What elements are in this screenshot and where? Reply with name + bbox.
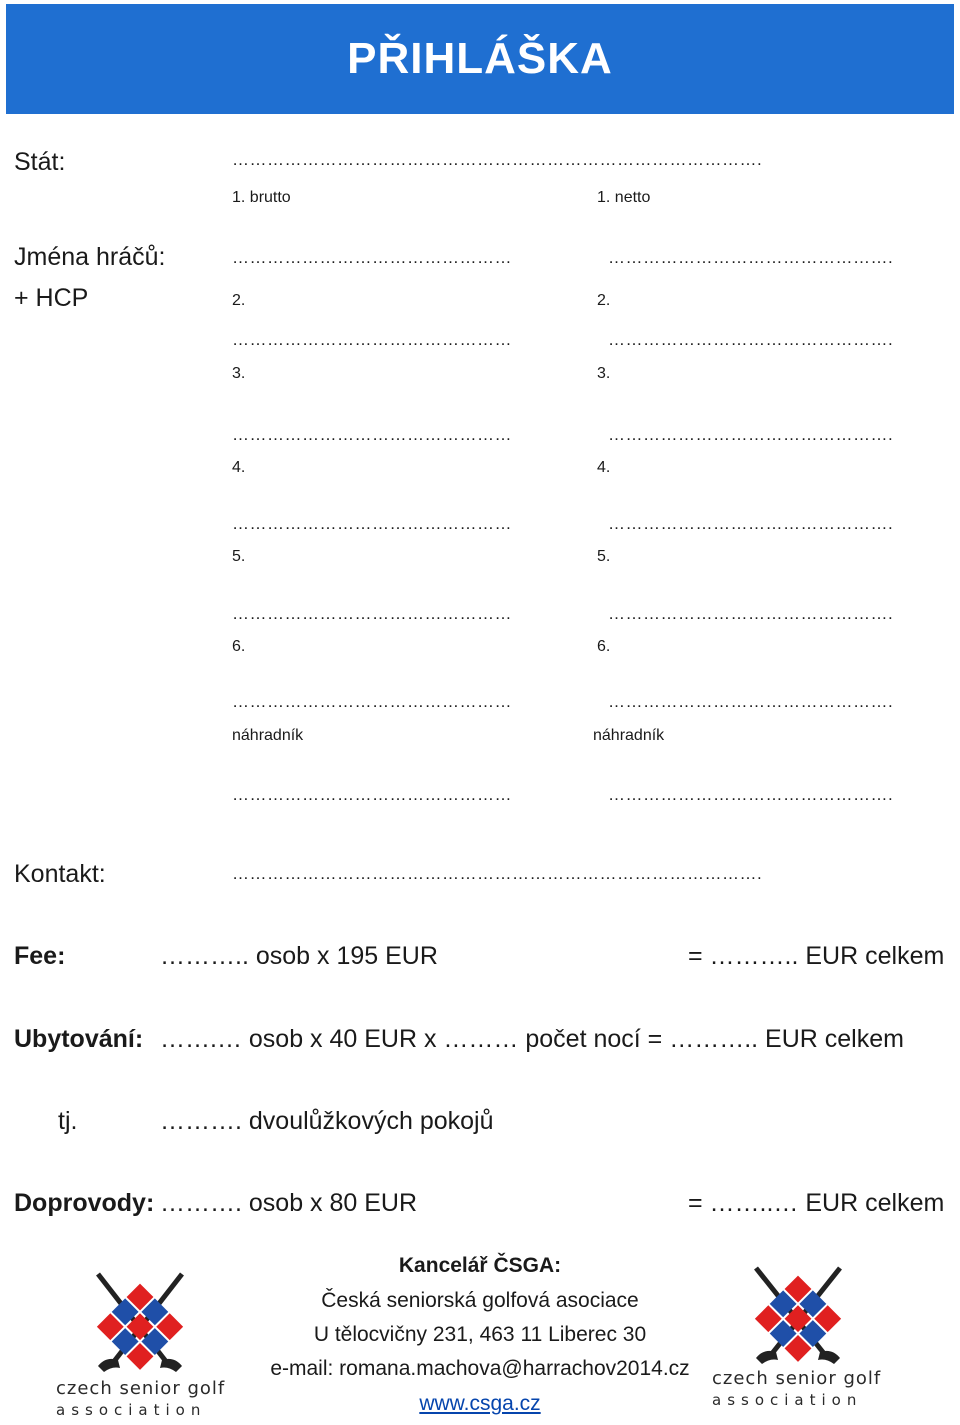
col-right-1: 1. netto (597, 189, 651, 206)
substitute-brutto-field[interactable]: ………………………………………… (232, 785, 512, 804)
contact-label: Kontakt: (14, 860, 106, 888)
player-5-brutto-field[interactable]: ………………………………………… (232, 604, 512, 623)
player-1-brutto-field[interactable]: ………………………………………… (232, 248, 512, 267)
office-email[interactable]: e-mail: romana.machova@harrachov2014.cz (270, 1357, 690, 1380)
player-4-netto-field[interactable]: …………………………………………. (608, 514, 894, 533)
fee-count: ……….. osob x 195 EUR (160, 942, 438, 970)
fee-label: Fee: (14, 942, 66, 970)
player-6-netto-field[interactable]: …………………………………………. (608, 692, 894, 711)
state-label: Stát: (14, 148, 66, 176)
contact-field[interactable]: ………………………………………………………………………………. (232, 864, 763, 883)
col-left-1: 1. brutto (232, 189, 291, 206)
accommodation-label: Ubytování: (14, 1025, 144, 1053)
golf-clubs-icon (708, 1262, 888, 1370)
col-left-4: 4. (232, 459, 246, 476)
office-address: U tělocvičny 231, 463 11 Liberec 30 (313, 1323, 647, 1346)
col-left-5: 5. (232, 548, 246, 565)
page-title: PŘIHLÁŠKA (347, 34, 613, 83)
hcp-label: + HCP (14, 284, 89, 312)
player-5-netto-field[interactable]: …………………………………………. (608, 604, 894, 623)
player-3-brutto-field[interactable]: ………………………………………… (232, 425, 512, 444)
player-4-brutto-field[interactable]: ………………………………………… (232, 514, 512, 533)
col-left-6: 6. (232, 638, 246, 655)
golf-clubs-icon (50, 1268, 230, 1380)
csga-logo-right (708, 1262, 888, 1412)
logo-text-line1: czech senior golf (712, 1368, 882, 1389)
player-6-brutto-field[interactable]: ………………………………………… (232, 692, 512, 711)
tj-label: tj. (58, 1107, 78, 1135)
col-left-substitute: náhradník (232, 727, 304, 744)
player-1-netto-field[interactable]: …………………………………………. (608, 248, 894, 267)
companions-count: ………. osob x 80 EUR (160, 1189, 418, 1217)
website-link[interactable]: www.csga.cz (419, 1392, 541, 1415)
companions-total: = ……..… EUR celkem (688, 1189, 945, 1217)
csga-logo-left (50, 1268, 230, 1420)
col-left-3: 3. (232, 365, 246, 382)
logo-text-line1: czech senior golf (56, 1378, 226, 1399)
col-right-4: 4. (597, 459, 611, 476)
logo-text-line2: association (56, 1401, 207, 1419)
substitute-netto-field[interactable]: …………………………………………. (608, 785, 894, 804)
state-field[interactable]: ………………………………………………………………………………. (232, 150, 763, 169)
col-right-6: 6. (597, 638, 611, 655)
col-right-substitute: náhradník (593, 727, 665, 744)
player-2-netto-field[interactable]: …………………………………………. (608, 330, 894, 349)
col-left-2: 2. (232, 292, 246, 309)
player-2-brutto-field[interactable]: ………………………………………… (232, 330, 512, 349)
logo-text-line2: association (712, 1391, 863, 1409)
office-info (220, 1254, 740, 1424)
accommodation-line: …….… osob x 40 EUR x ……… počet nocí = ……….. EUR celkem (160, 1025, 904, 1053)
col-right-5: 5. (597, 548, 611, 565)
players-label: Jména hráčů: (14, 243, 166, 271)
fee-total: = ……….. EUR celkem (688, 942, 945, 970)
title-banner (6, 4, 954, 114)
double-rooms-line: ………. dvoulůžkových pokojů (160, 1107, 494, 1135)
col-right-3: 3. (597, 365, 611, 382)
office-heading: Kancelář ČSGA: (398, 1254, 562, 1277)
col-right-2: 2. (597, 292, 611, 309)
office-name: Česká seniorská golfová asociace (321, 1289, 639, 1312)
companions-label: Doprovody: (14, 1189, 155, 1217)
player-3-netto-field[interactable]: …………………………………………. (608, 425, 894, 444)
